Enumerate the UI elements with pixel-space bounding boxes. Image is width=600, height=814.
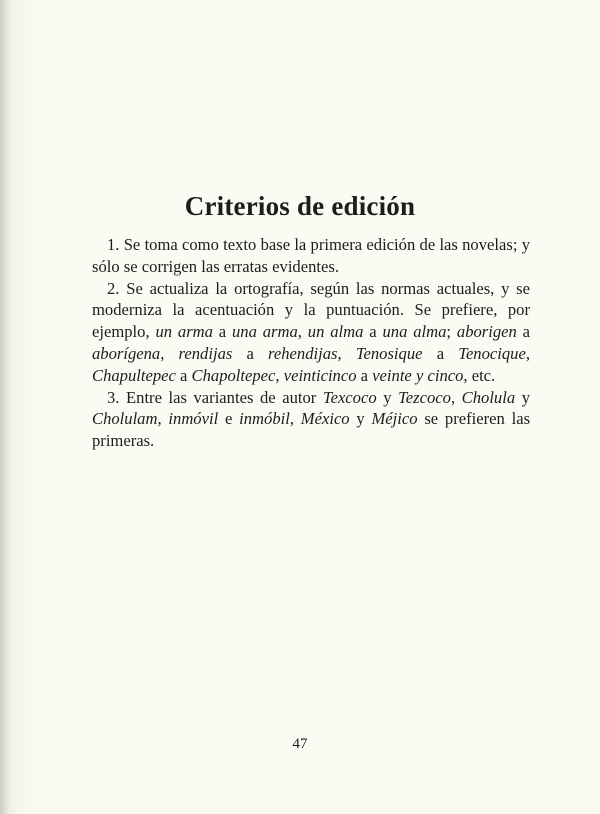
italic-term: Tezcoco [398, 387, 451, 407]
italic-term: Chapoltepec [191, 365, 276, 385]
text-segment: 1. Se toma como texto base la primera edición de las novelas; y sólo se corrigen las erratas evidentes. [92, 235, 530, 276]
text-segment: , [157, 409, 169, 429]
text-segment: se prefieren las primeras. [92, 409, 531, 451]
italic-term: Cholulam [92, 409, 158, 429]
italic-term: Tenosique [355, 343, 423, 363]
text-segment: a [356, 365, 373, 385]
italic-term: veinticinco [283, 365, 357, 385]
text-segment: a [212, 322, 232, 342]
text-segment: a [516, 322, 531, 342]
italic-term: un arma [155, 322, 213, 342]
italic-term: una arma [232, 322, 298, 342]
italic-term: rendijas [178, 343, 233, 363]
italic-term: veinte y cinco [372, 365, 464, 385]
text-segment: e [218, 409, 240, 429]
page-gutter-shadow [0, 0, 10, 814]
text-segment: , [160, 343, 179, 363]
criteria-item [92, 387, 530, 452]
text-segment: a [175, 365, 192, 385]
italic-term: Chapultepec [92, 365, 176, 385]
italic-term: rehendijas [268, 343, 338, 363]
criteria-item [92, 278, 530, 387]
text-segment: , [337, 343, 356, 363]
section-title: Criterios de edición [184, 191, 416, 221]
italic-term: un alma [307, 322, 364, 342]
italic-term: inmóvil [168, 409, 219, 429]
text-segment: , [450, 387, 462, 407]
italic-term: México [300, 409, 350, 429]
criteria-list [92, 234, 530, 452]
text-segment: ; [446, 322, 457, 342]
text-segment: , [275, 365, 284, 385]
text-segment: , etc. [463, 365, 496, 385]
italic-term: aborigen [456, 322, 517, 342]
text-segment: y [349, 409, 372, 429]
italic-term: una alma [382, 322, 447, 342]
text-segment: 2. Se actualiza la ortografía, según las normas actuales, y se moderniza la acentuación y la puntuación. Se prefiere, por ejemplo, [92, 278, 530, 342]
text-segment: y [376, 387, 399, 407]
italic-term: Tenocique [458, 343, 526, 363]
page-number: 47 [292, 736, 308, 752]
text-segment: a [422, 343, 459, 363]
text-segment: , [289, 409, 301, 429]
text-segment: a [363, 322, 383, 342]
criteria-item [92, 234, 530, 278]
text-segment: , [525, 343, 530, 363]
text-segment: , [297, 322, 308, 342]
italic-term: Texcoco [322, 387, 377, 407]
italic-term: aborígena [92, 343, 161, 363]
italic-term: Cholula [461, 387, 516, 407]
italic-term: Méjico [371, 409, 418, 429]
italic-term: inmóbil [239, 409, 290, 429]
text-segment: y [515, 387, 531, 407]
text-segment: a [232, 343, 269, 363]
text-segment: 3. Entre las variantes de autor [107, 387, 323, 407]
